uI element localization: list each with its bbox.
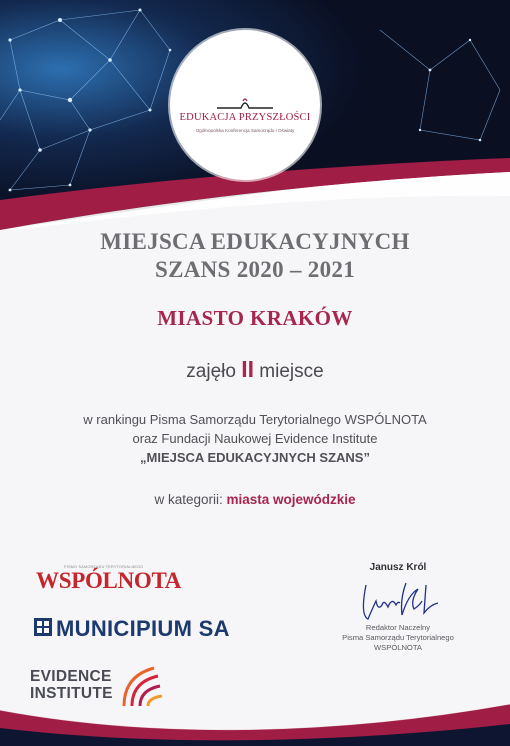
- evidence-line-2: INSTITUTE: [30, 685, 113, 702]
- desc-line-3: „MIEJSCA EDUKACYJNYCH SZANS”: [140, 450, 370, 465]
- category-label: w kategorii:: [154, 492, 223, 507]
- city-name: MIASTO KRAKÓW: [157, 306, 353, 330]
- signer-role-line-2: Pisma Samorządu Terytorialnego: [342, 633, 454, 642]
- place-prefix: zajęło: [186, 361, 236, 382]
- municipium-emblem-icon: [34, 618, 52, 636]
- header-network-band: [0, 0, 510, 230]
- certificate-title: [0, 228, 510, 284]
- municipium-wordmark: MUNICIPIUM SA: [56, 616, 230, 641]
- edukacja-przyszlosci-logo: [170, 30, 320, 180]
- logo-title: EDUKACJA PRZYSZŁOŚCI: [179, 112, 311, 123]
- signature-block: [318, 562, 478, 653]
- place-rank: II: [241, 356, 255, 382]
- evidence-line-1: EVIDENCE: [30, 668, 112, 685]
- desc-line-2: oraz Fundacji Naukowej Evidence Institute: [132, 431, 378, 446]
- wspolnota-wordmark: WSPÓLNOTA: [36, 568, 182, 593]
- title-line-2: SZANS 2020 – 2021: [155, 257, 355, 282]
- footer-graphic: [0, 680, 510, 746]
- open-book-icon: [215, 96, 275, 110]
- category-line: [0, 492, 510, 507]
- ranking-description: [0, 410, 510, 467]
- logo-subtitle: Ogólnopolska Konferencja Samorządu i Oświaty: [195, 128, 295, 133]
- category-value: miasta wojewódzkie: [226, 492, 356, 507]
- desc-line-1: w rankingu Pisma Samorządu Terytorialnego WSPÓLNOTA: [83, 412, 427, 427]
- signer-role-line-1: Redaktor Naczelny: [365, 623, 431, 632]
- title-line-1: MIEJSCA EDUKACYJNYCH: [100, 229, 410, 254]
- place-line: [0, 356, 510, 383]
- signer-role: [318, 623, 478, 653]
- signer-name: Janusz Król: [369, 562, 427, 573]
- footer-band: [0, 680, 510, 746]
- signer-role-line-3: WSPÓLNOTA: [374, 643, 422, 652]
- wspolnota-logo: [36, 565, 181, 592]
- place-suffix: miejsce: [259, 361, 324, 382]
- wspolnota-small-caption: PISMO SAMORZĄDU TERYTORIALNEGO: [64, 565, 144, 569]
- handwritten-signature: [348, 575, 448, 621]
- municipium-logo: [34, 616, 230, 642]
